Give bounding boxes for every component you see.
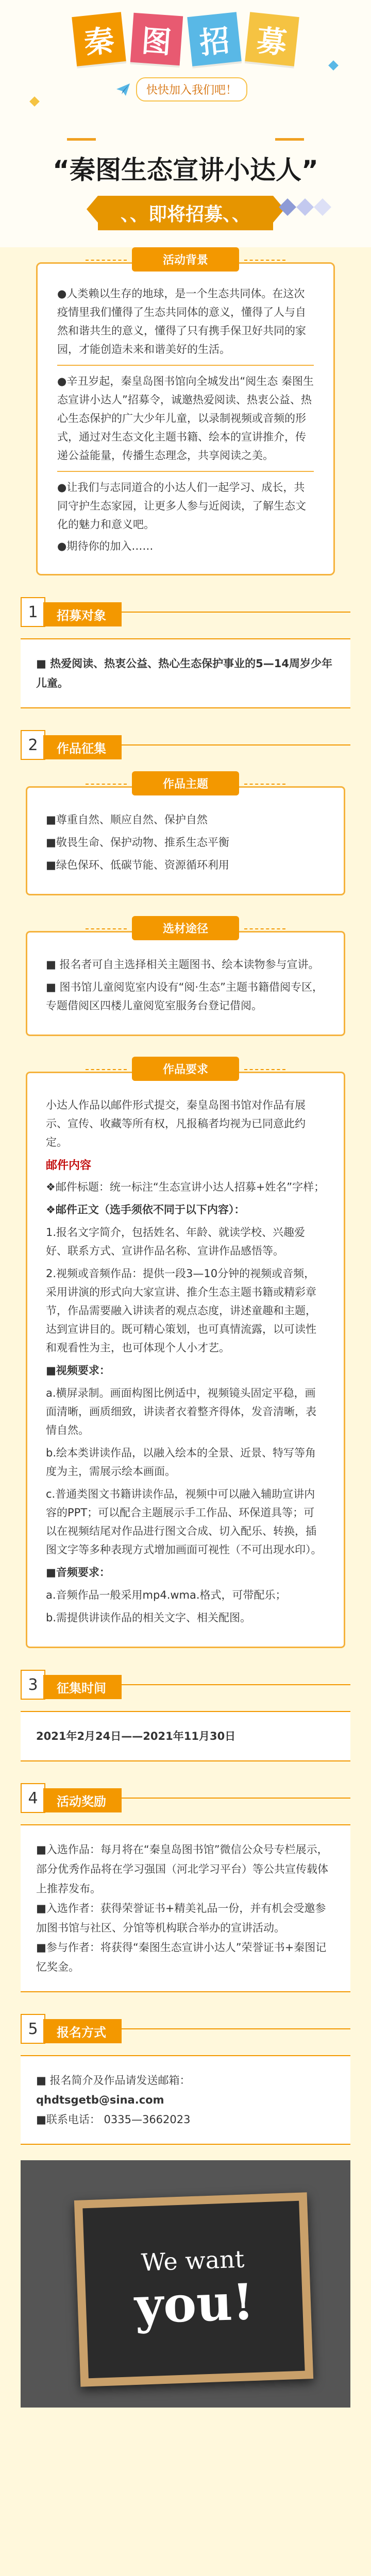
section-header-works <box>0 727 371 763</box>
requirements-card <box>26 1072 345 1648</box>
paragraph: ●人类赖以生存的地球，是一个生态共同体。在这次疫情里我们懂得了生态共同体的意义，懂得了人与自然和谐共生的意义，懂得了只有携手保卫好共同的家园，才能创造未来和谐美好的生活。 <box>57 287 306 355</box>
section-label: 作品征集 <box>43 735 122 759</box>
books-card <box>26 931 345 1036</box>
list-item: ■绿色保环、低碳节能、资源循环利用 <box>46 859 229 871</box>
paragraph: ●让我们与志同道合的小达人们一起学习、成长，共同守护生态家园，让更多人参与近阅读，了解生态文化的魅力和意义吧。 <box>57 481 306 531</box>
divider <box>122 2028 350 2029</box>
section-number: 4 <box>21 1783 45 1813</box>
signup-box <box>21 2055 350 2145</box>
subline-banner: 、、即将招募、、 <box>98 196 273 230</box>
list-item: a.横屏录制。画面构图比例适中，视频镜头固定平稳，画面清晰，画质细致，讲读者衣着整齐得体，发音清晰，表情自然。 <box>46 1387 316 1436</box>
list-item: ■ 报名简介及作品请发送邮箱： <box>36 2074 191 2087</box>
section-number: 2 <box>21 730 45 760</box>
tagline-group <box>115 77 247 101</box>
chalkboard-image <box>21 2160 350 2408</box>
page-headline: “秦图生态宣讲小达人” <box>53 155 318 185</box>
chalkboard <box>74 2192 313 2387</box>
section-pill: 作品要求 <box>132 1057 239 1081</box>
paper-plane-icon <box>115 82 131 97</box>
list-item: ❖邮件正文（选手须依不同于以下内容）： <box>46 1204 245 1216</box>
email-link[interactable]: qhdtsgetb@sina.com <box>36 2094 164 2106</box>
list-item: ■ 图书馆儿童阅览室内设有“阅·生态”主题书籍借阅专区，专题借阅区四楼儿童阅览室服务台登记借阅。 <box>46 981 323 1012</box>
requirements-header <box>0 1057 371 1081</box>
section-label: 招募对象 <box>43 602 122 626</box>
section-label: 活动奖励 <box>43 1788 122 1812</box>
divider <box>122 612 350 613</box>
decor-diamond-icon <box>29 96 40 107</box>
target-text: ■ 热爱阅读、热衷公益、热心生态保护事业的5—14周岁少年儿童。 <box>36 657 332 689</box>
list-item: b.需提供讲读作品的相关文字、相关配图。 <box>46 1612 251 1624</box>
subheading: ■音频要求： <box>46 1566 110 1579</box>
background-header <box>0 247 371 272</box>
list-item: b.绘本类讲读作品，以融入绘本的全景、近景、特写等角度为主，需展示绘本画面。 <box>46 1447 316 1478</box>
section-header-signup <box>0 2011 371 2047</box>
tagline: 快快加入我们吧！ <box>136 77 247 101</box>
section-label: 征集时间 <box>43 1675 122 1699</box>
period-box <box>21 1711 350 1761</box>
background-card <box>36 262 335 575</box>
paragraph: ●期待你的加入…… <box>57 540 154 552</box>
subheading: 邮件内容 <box>46 1159 92 1172</box>
board-line1: We want <box>140 2245 245 2277</box>
paragraph: ●辛丑岁起，秦皇岛图书馆向全城发出“阅生态 秦图生态宣讲小达人”招募令，诚邀热爱阅读、热衷公益、热心生态保护的广大少年儿童，以录制视频或音频的形式，通过对生态文化主题书籍、绘本的宣讲推介，传递公益能量，传播生态理念，共享阅读之美。 <box>57 375 314 462</box>
list-item: ❖邮件标题：统一标注“生态宣讲小达人招募+姓名”字样； <box>46 1181 325 1193</box>
section-number: 5 <box>21 2014 45 2044</box>
divider <box>122 1684 350 1685</box>
theme-header <box>0 771 371 795</box>
list-item: c.普通类图文书籍讲读作品，视频中可以融入辅助宣讲内容的PPT；可以配合主题展示手工作品、环保道具等；可以在视频结尾对作品进行图文合成、切入配乐、转换，插图文字等多种表现方式增加画面可视性（不可出现水印）。 <box>46 1488 322 1556</box>
divider <box>122 1798 350 1799</box>
section-label: 报名方式 <box>43 2019 122 2043</box>
rewards-box <box>21 1824 350 1992</box>
period-text: 2021年2月24日——2021年11月30日 <box>36 1730 236 1742</box>
section-pill: 选材途径 <box>132 916 239 940</box>
list-item: ■入选作者：获得荣誉证书+精美礼品一份，并有机会受邀参加图书馆与社区、分馆等机构联合举办的宣讲活动。 <box>36 1902 326 1934</box>
title-tile: 募 <box>245 12 299 66</box>
books-header <box>0 916 371 940</box>
paragraph: 小达人作品以邮件形式提交，秦皇岛图书馆对作品有展示、宣传、收藏等所有权，凡报稿者均视为已同意此约定。 <box>46 1099 306 1148</box>
list-item: ■入选作品：每月将在“秦皇岛图书馆”微信公众号专栏展示，部分优秀作品将在学习强国（河北学习平台）等公共宣传载体上推荐发布。 <box>36 1843 328 1895</box>
section-number: 3 <box>21 1670 45 1700</box>
section-header-rewards <box>0 1780 371 1816</box>
list-item: 1.报名文字简介，包括姓名、年龄、就读学校、兴趣爱好、联系方式、宣讲作品名称、宣讲作品感悟等。 <box>46 1226 306 1257</box>
title-tile: 秦 <box>72 12 126 66</box>
title-tile: 图 <box>130 13 183 65</box>
headline-decor <box>67 138 304 141</box>
theme-card <box>26 786 345 895</box>
list-item: 2.视频或音频作品：提供一段3—10分钟的视频或音频，采用讲演的形式向大家宣讲、推介生态主题书籍或精彩章节，作品需要融入讲读者的观点态度，讲述童趣和主题，达到宣讲目的。既可精心策划，也可真情流露，以可读性和观看性为主，也可体现个人小才艺。 <box>46 1267 316 1354</box>
list-item: ■ 报名者可自主选择相关主题图书、绘本读物参与宣讲。 <box>46 958 319 971</box>
section-header-target <box>0 594 371 630</box>
board-line2: you! <box>133 2272 255 2335</box>
section-pill: 作品主题 <box>132 771 239 795</box>
divider <box>122 744 350 745</box>
divider <box>57 471 314 472</box>
list-item: a.音频作品一般采用mp4.wma.格式，可带配乐； <box>46 1589 286 1601</box>
list-item: ■敬畏生命、保护动物、推系生态平衡 <box>46 836 229 849</box>
hero-decor-diamonds <box>281 201 329 213</box>
list-item: ■尊重自然、顺应自然、保护自然 <box>46 814 208 826</box>
subheading: ■视频要求： <box>46 1364 110 1377</box>
title-tile: 招 <box>187 12 242 66</box>
hero-banner <box>0 0 371 247</box>
target-box <box>21 638 350 708</box>
divider <box>57 365 314 366</box>
section-number: 1 <box>21 597 45 627</box>
list-item: ■参与作者：将获得“秦图生态宣讲小达人”荣誉证书+秦图记忆奖金。 <box>36 1941 327 1973</box>
title-tiles <box>0 14 371 64</box>
section-header-period <box>0 1667 371 1703</box>
list-item: ■联系电话： 0335—3662023 <box>36 2113 191 2126</box>
section-pill: 活动背景 <box>132 247 239 272</box>
